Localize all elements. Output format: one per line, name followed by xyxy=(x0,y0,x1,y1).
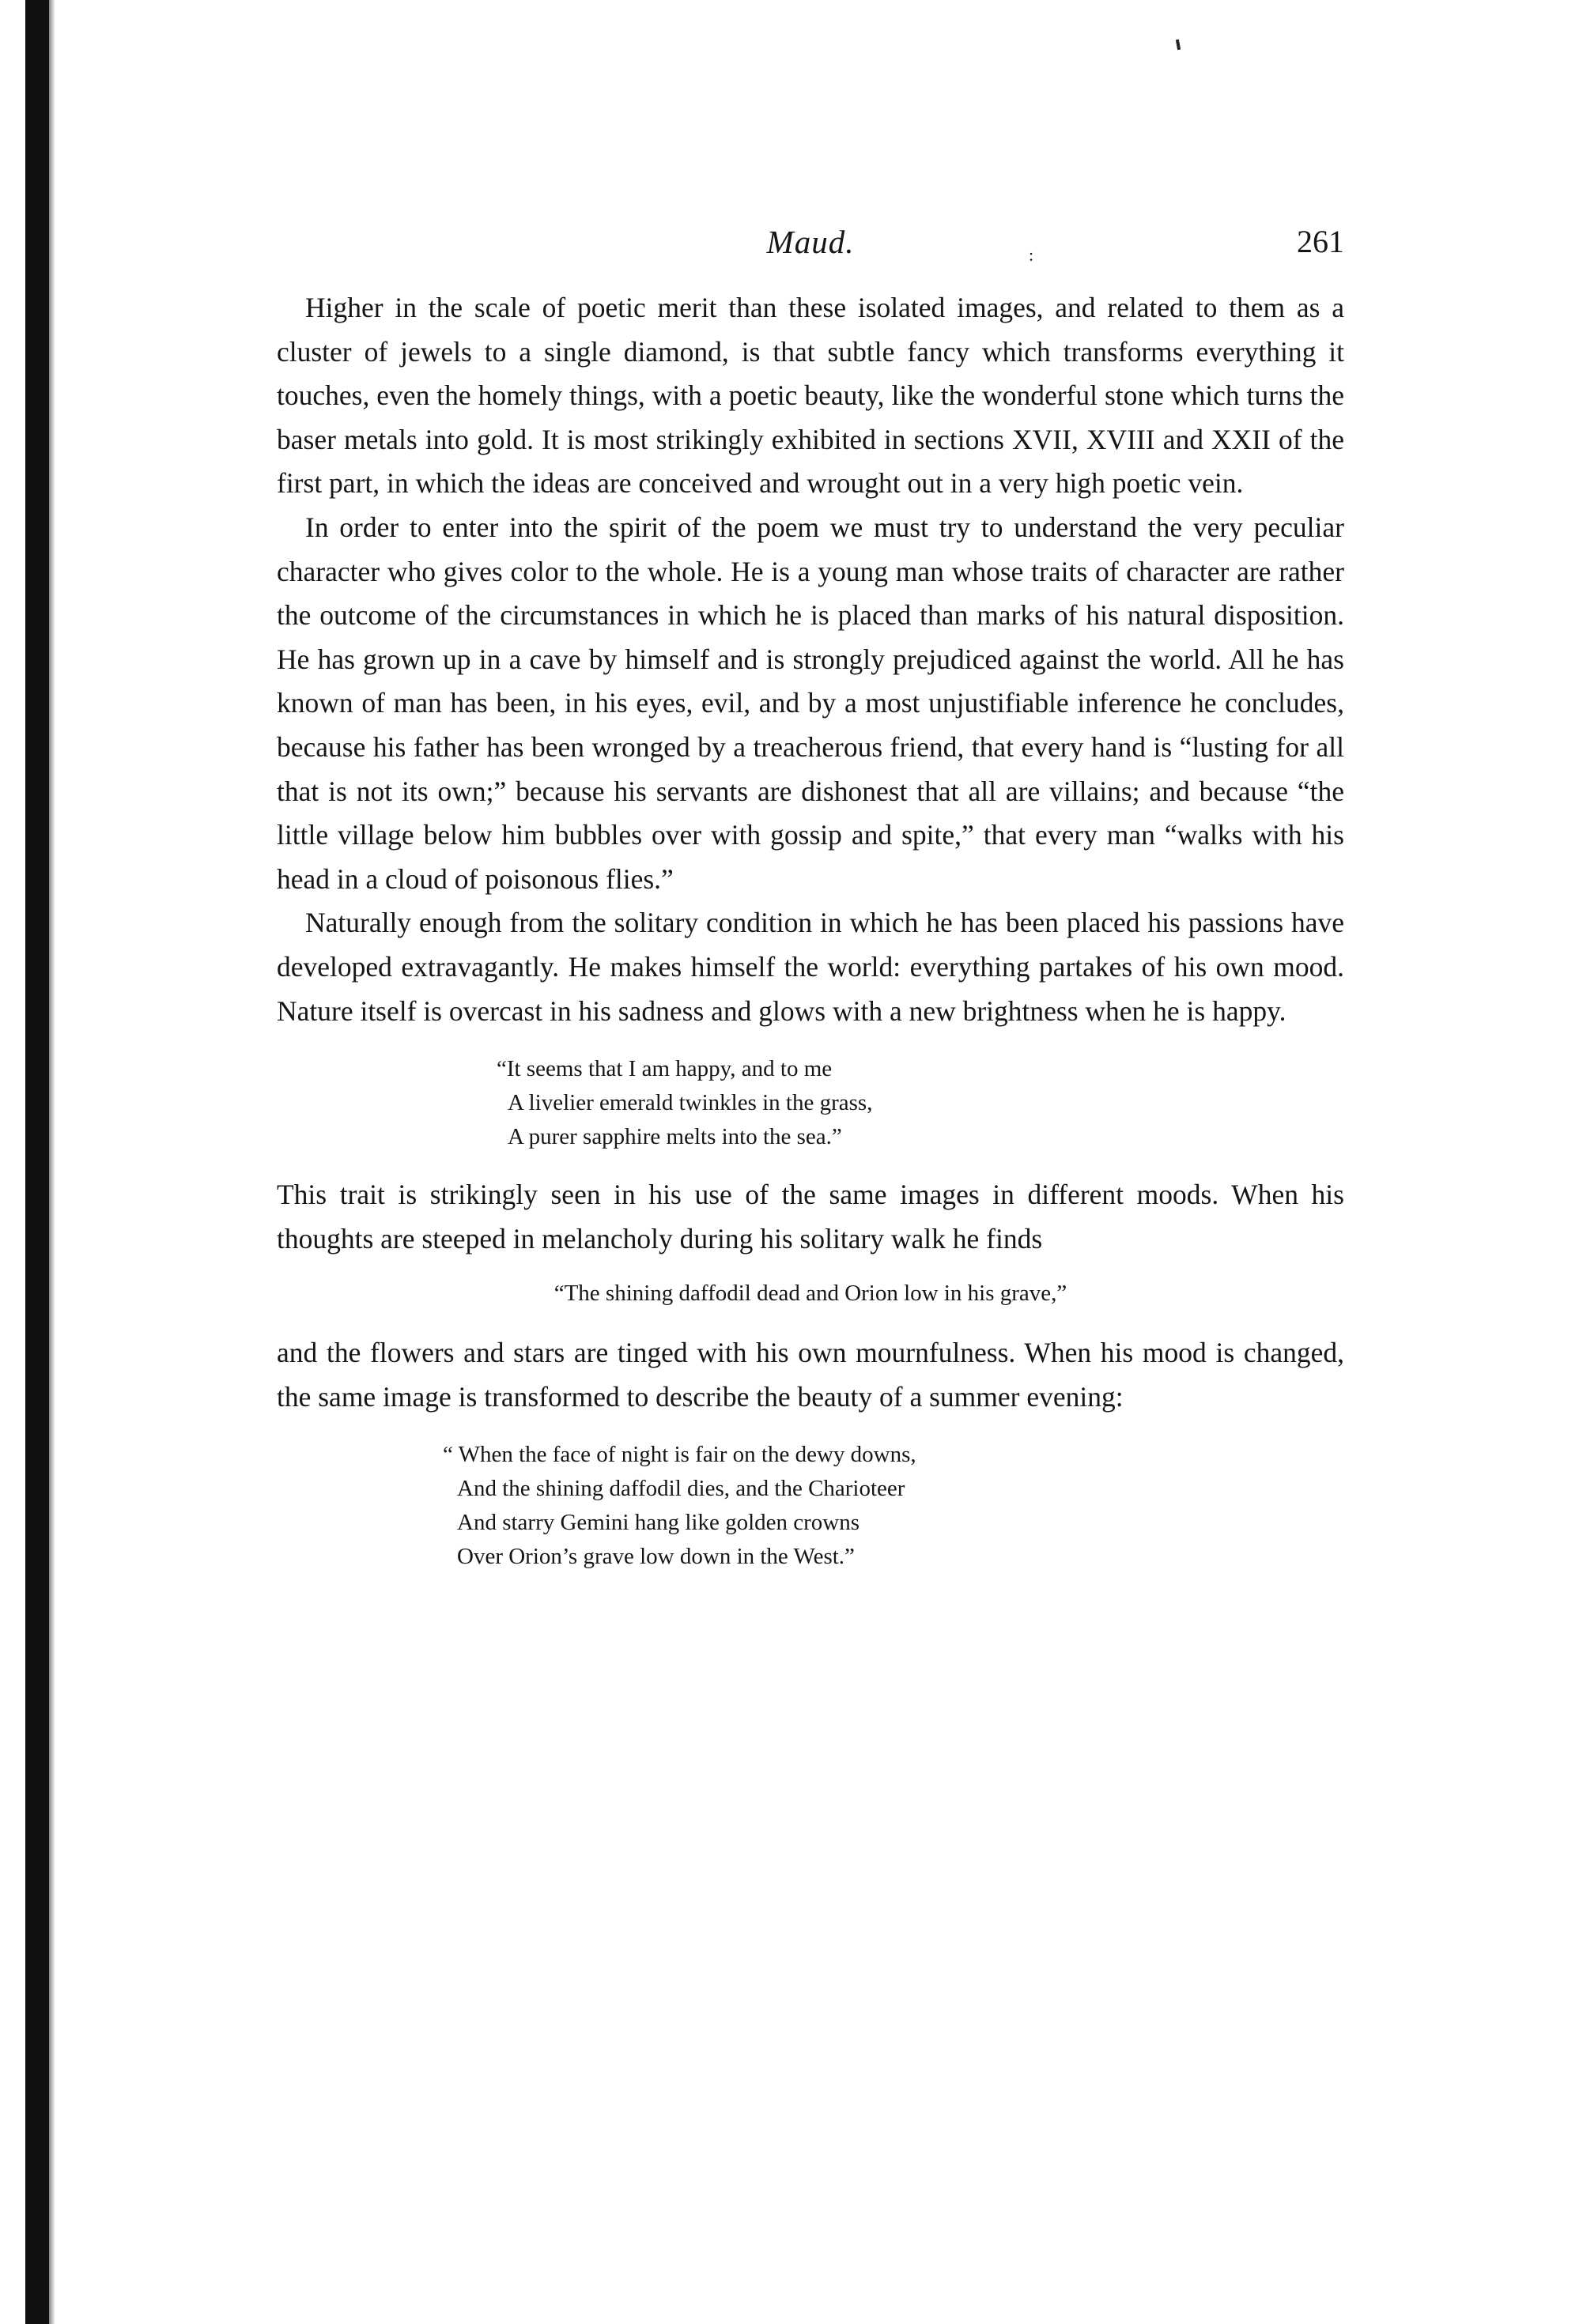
running-head-title: Maud. xyxy=(766,224,855,260)
verse-line: “ When the face of night is fair on the dewy downs, xyxy=(443,1442,916,1468)
verse-quote-3 xyxy=(277,1438,1344,1574)
running-head xyxy=(277,223,1344,286)
book-page xyxy=(277,223,1344,1593)
verse-line: A purer sapphire melts into the sea.” xyxy=(508,1124,842,1150)
paragraph-5: and the flowers and stars are tinged with his own mournfulness. When his mood is changed, the same image is transformed to describe the beauty of a summer evening: xyxy=(277,1337,1344,1413)
verse-quote-2 xyxy=(277,1277,1344,1311)
paragraph-1: Higher in the scale of poetic merit than these isolated images, and related to them as a cluster of jewels to a single diamond, is that subtle fancy which transforms everything it touches, even the homely things, with a poetic beauty, like the wonderful stone which turns the baser metals into gold. It is most strikingly exhibited in sections XVII, XVIII and XXII of the first part, in which the ideas are conceived and wrought out in a very high poetic vein. xyxy=(277,292,1344,500)
verse-line: “The shining daffodil dead and Orion low in his grave,” xyxy=(553,1281,1067,1307)
paragraph-4: This trait is strikingly seen in his use of the same images in different moods. When his thoughts are steeped in melancholy during his solitary walk he finds xyxy=(277,1179,1344,1254)
running-head-mark: : xyxy=(1029,245,1034,265)
verse-line: And the shining daffodil dies, and the Charioteer xyxy=(457,1476,905,1502)
page-number: 261 xyxy=(1297,224,1344,259)
binding-shadow xyxy=(49,0,55,2324)
paragraph-2: In order to enter into the spirit of the poem we must try to understand the very peculiar character who gives color to the whole. He is a young man whose traits of character are rather the outcome of the circumstances in which he is placed than marks of his natural disposition. He has grown up in a cave by himself and is strongly prejudiced against the world. All he has known of man has been, in his eyes, evil, and by a most unjustifiable inference he concludes, because his father has been wronged by a treacherous friend, that every hand is “lusting for all that is not its own;” because his servants are dishonest that all are villains; and because “the little village below him bubbles over with gossip and spite,” that every man “walks with his head in a cloud of poisonous flies.” xyxy=(277,511,1344,895)
verse-line: “It seems that I am happy, and to me xyxy=(497,1056,833,1082)
verse-line: A livelier emerald twinkles in the grass, xyxy=(508,1090,873,1116)
verse-quote-1 xyxy=(277,1052,1344,1154)
scan-speck xyxy=(1176,40,1181,50)
verse-line: Over Orion’s grave low down in the West.” xyxy=(457,1544,855,1570)
binding-edge xyxy=(25,0,49,2324)
paragraph-3: Naturally enough from the solitary condition in which he has been placed his passions have developed extravagantly. He makes himself the world: everything partakes of his own mood. Nature itself is overcast in his sadness and glows with a new brightness when he is happy. xyxy=(277,907,1344,1027)
verse-line: And starry Gemini hang like golden crowns xyxy=(457,1510,860,1536)
